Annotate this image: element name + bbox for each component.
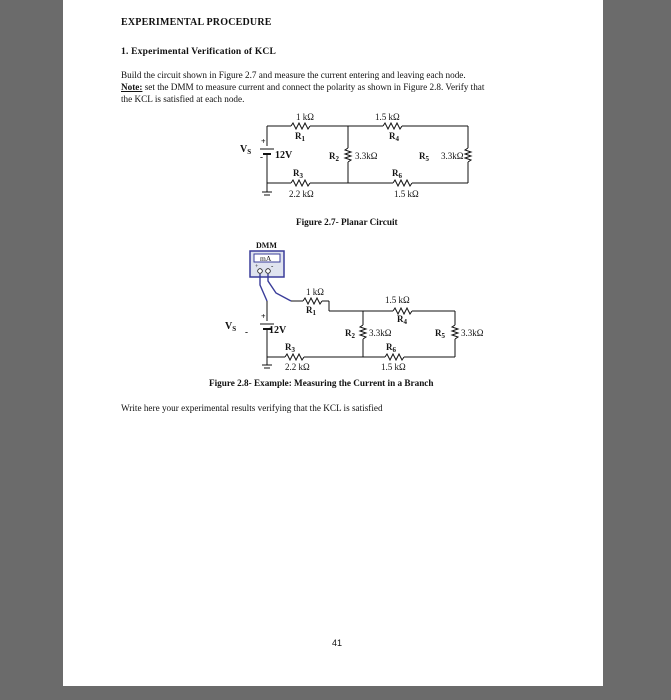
results-prompt: Write here your experimental results verifying that the KCL is satisfied <box>121 403 383 413</box>
r2-label-2: $R_2$ <box>345 328 355 340</box>
paragraph-line-3: the KCL is satisfied at each node. <box>121 94 245 104</box>
r1-label: $R_1$ <box>295 131 305 143</box>
r6-label: $R_6$ <box>392 168 402 180</box>
r5-value-2: 3.3kΩ <box>461 328 484 338</box>
note-label: Note: <box>121 82 143 92</box>
r6-value-2: 1.5 kΩ <box>381 362 406 372</box>
r4-label: $R_4$ <box>389 131 399 143</box>
r5-label-2: $R_5$ <box>435 328 445 340</box>
source-plus-2: + <box>261 312 266 321</box>
r1-label-2: $R_1$ <box>306 305 316 317</box>
resistor-r2-symbol-2 <box>360 325 366 339</box>
subsection-title: 1. Experimental Verification of KCL <box>121 47 277 57</box>
r3-label-2: $R_3$ <box>285 342 295 354</box>
document-page <box>63 0 603 686</box>
r4-label-2: $R_4$ <box>397 314 407 326</box>
resistor-r2-symbol <box>345 148 351 162</box>
source-minus: - <box>260 152 263 162</box>
r3-label: $R_3$ <box>293 168 303 180</box>
figure-2-7-caption: Figure 2.7- Planar Circuit <box>296 217 398 227</box>
source-value-2: 12V <box>269 325 287 336</box>
resistor-r6-symbol <box>393 180 412 186</box>
r1-value: 1 kΩ <box>296 112 314 122</box>
dmm-plus: + <box>255 264 259 270</box>
figure-2-8-caption: Figure 2.8- Example: Measuring the Current in a Branch <box>209 378 434 388</box>
dmm-title: DMM <box>256 241 277 250</box>
r3-value-2: 2.2 kΩ <box>285 362 310 372</box>
r4-value-2: 1.5 kΩ <box>385 295 410 305</box>
figure-2-7-circuit <box>63 0 603 235</box>
r6-label-2: $R_6$ <box>386 342 396 354</box>
paragraph-line-1: Build the circuit shown in Figure 2.7 and measure the current entering and leaving each node. <box>121 70 466 80</box>
resistor-r5-symbol-2 <box>452 325 458 339</box>
note-text: set the DMM to measure current and connect the polarity as shown in Figure 2.8. Verify that <box>142 82 485 92</box>
resistor-r5-symbol <box>465 148 471 162</box>
source-minus-2: - <box>245 327 248 337</box>
r4-value: 1.5 kΩ <box>375 112 400 122</box>
r2-label: $R_2$ <box>329 151 339 163</box>
resistor-r3-symbol-2 <box>285 354 304 360</box>
resistor-r3-symbol <box>291 180 310 186</box>
resistor-r1-symbol <box>291 123 310 129</box>
dmm-display-text: mA <box>260 254 272 263</box>
source-plus: + <box>261 137 266 146</box>
r1-value-2: 1 kΩ <box>306 287 324 297</box>
r2-value-2: 3.3kΩ <box>369 328 392 338</box>
r3-value: 2.2 kΩ <box>289 189 314 199</box>
page-number: 41 <box>332 638 343 648</box>
resistor-r1-symbol-2 <box>303 298 322 304</box>
section-title: EXPERIMENTAL PROCEDURE <box>121 17 272 28</box>
r2-value: 3.3kΩ <box>355 151 378 161</box>
source-label-2: $V_S$ <box>225 321 237 333</box>
r5-label: $R_5$ <box>419 151 429 163</box>
dmm-terminal-minus <box>266 269 271 274</box>
source-value: 12V <box>275 150 293 161</box>
resistor-r4-symbol <box>383 123 402 129</box>
figure-2-8-circuit <box>63 235 603 385</box>
resistor-r6-symbol-2 <box>385 354 404 360</box>
source-label: $V_S$ <box>240 144 252 156</box>
r5-value: 3.3kΩ <box>441 151 464 161</box>
r6-value: 1.5 kΩ <box>394 189 419 199</box>
dmm-minus: - <box>271 262 274 270</box>
